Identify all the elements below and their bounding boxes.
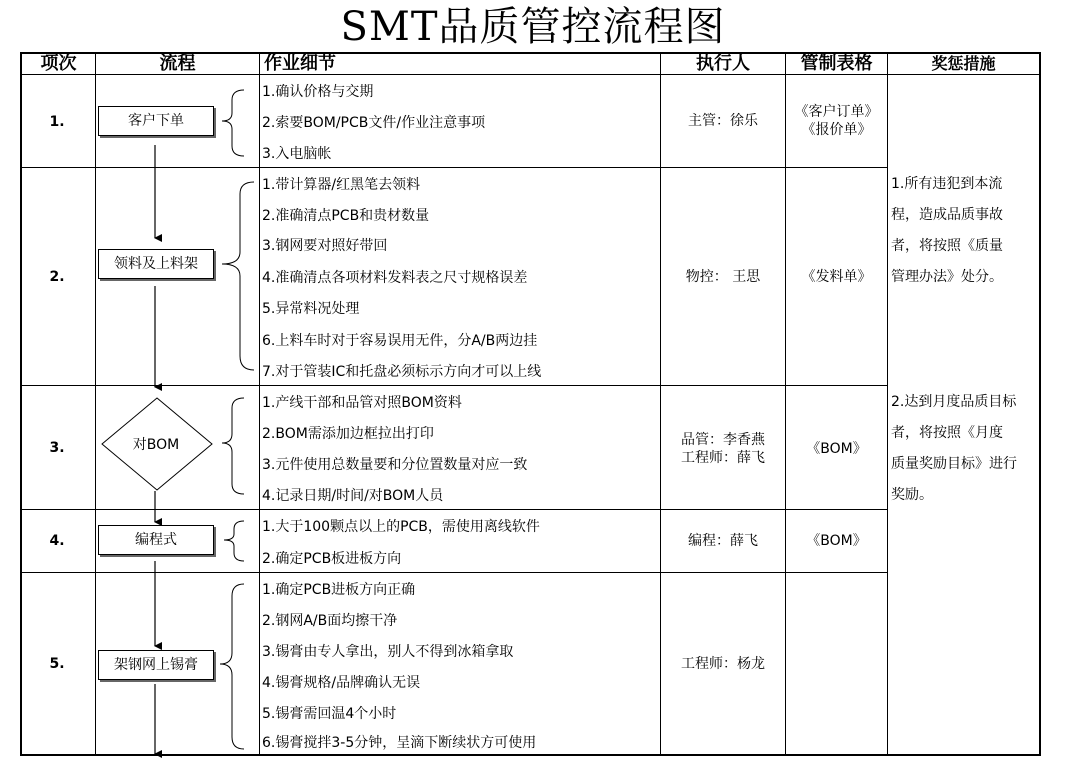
detail-line: 2.确定PCB板进板方向 (262, 551, 402, 567)
detail-line: 5.锡膏需回温4个小时 (262, 706, 397, 722)
header-executor: 执行人 (696, 53, 750, 74)
control-form-cell: 《BOM》 (806, 533, 867, 549)
flow-step-box: 架钢网上锡膏 (98, 650, 214, 680)
detail-line: 3.入电脑帐 (262, 146, 332, 162)
detail-line: 4.锡膏规格/品牌确认无误 (262, 675, 421, 691)
detail-line: 3.元件使用总数量要和分位置数量对应一致 (262, 457, 528, 473)
brace-icon (222, 182, 254, 370)
flow-step-box: 领料及上料架 (98, 249, 214, 279)
brace-icon (224, 521, 244, 561)
header-measures: 奖惩措施 (931, 54, 996, 73)
executor-cell: 品管：李香燕 (681, 432, 765, 448)
measure-line: 管理办法》处分。 (891, 269, 1003, 285)
row-number: 5. (49, 656, 65, 672)
executor-cell: 编程：薛飞 (688, 533, 758, 549)
measure-line: 2.达到月度品质目标 (891, 394, 1017, 410)
detail-line: 1.确认价格与交期 (262, 84, 374, 100)
control-form-cell: 《报价单》 (801, 122, 872, 138)
control-form-cell: 《客户订单》 (794, 104, 879, 120)
executor-cell: 工程师：薛飞 (681, 450, 765, 466)
control-form-cell: 《发料单》 (801, 269, 872, 285)
header-control-form: 管制表格 (800, 53, 873, 74)
header-item-no: 项次 (40, 53, 77, 74)
detail-line: 6.上料车时对于容易误用无件，分A/B两边挂 (262, 333, 538, 349)
detail-line: 7.对于管装IC和托盘必须标示方向才可以上线 (262, 364, 542, 380)
page-title: SMT品质管控流程图 (340, 4, 726, 50)
executor-cell: 主管：徐乐 (688, 113, 758, 129)
measure-line: 者，将按照《质量 (891, 238, 1003, 254)
measures-part-1 (891, 169, 1037, 293)
row-number: 3. (49, 440, 65, 456)
brace-icon (222, 90, 244, 156)
flow-decision-label: 对BOM (132, 437, 180, 453)
flow-step-box: 客户下单 (98, 106, 214, 136)
detail-line: 1.大于100颗点以上的PCB，需使用离线软件 (262, 519, 540, 535)
detail-line: 1.带计算器/红黑笔去领料 (262, 177, 421, 193)
detail-line: 1.产线干部和品管对照BOM资料 (262, 395, 462, 411)
detail-line: 1.确定PCB进板方向正确 (262, 582, 416, 598)
control-form-cell: 《BOM》 (806, 441, 867, 457)
detail-line: 2.准确清点PCB和贵材数量 (262, 208, 430, 224)
measures-part-2 (891, 387, 1037, 511)
measure-line: 奖励。 (891, 487, 933, 503)
row-number: 1. (49, 114, 65, 130)
header-flow: 流程 (159, 53, 196, 74)
detail-line: 3.钢网要对照好带回 (262, 238, 388, 254)
executor-cell: 物控： 王思 (685, 269, 761, 285)
measure-line: 1.所有违犯到本流 (891, 176, 1003, 192)
measure-line: 质量奖励目标》进行 (891, 456, 1017, 472)
flow-step-box: 编程式 (98, 525, 214, 555)
detail-line: 2.钢网A/B面均擦干净 (262, 613, 398, 629)
detail-line: 4.记录日期/时间/对BOM人员 (262, 488, 444, 504)
row-number: 2. (49, 269, 65, 285)
brace-icon (222, 398, 244, 494)
measure-line: 程，造成品质事故 (891, 207, 1003, 223)
row-number: 4. (49, 533, 65, 549)
measure-line: 者，将按照《月度 (891, 425, 1003, 441)
detail-line: 6.锡膏搅拌3-5分钟，呈滴下断续状方可使用 (262, 735, 537, 751)
detail-line: 2.BOM需添加边框拉出打印 (262, 426, 434, 442)
header-details: 作业细节 (264, 53, 336, 74)
detail-line: 2.索要BOM/PCB文件/作业注意事项 (262, 115, 486, 131)
detail-line: 4.准确清点各项材料发料表之尺寸规格误差 (262, 270, 528, 286)
executor-cell: 工程师：杨龙 (681, 656, 765, 672)
detail-line: 5.异常料况处理 (262, 301, 360, 317)
brace-icon (220, 584, 244, 749)
detail-line: 3.锡膏由专人拿出，别人不得到冰箱拿取 (262, 644, 514, 660)
